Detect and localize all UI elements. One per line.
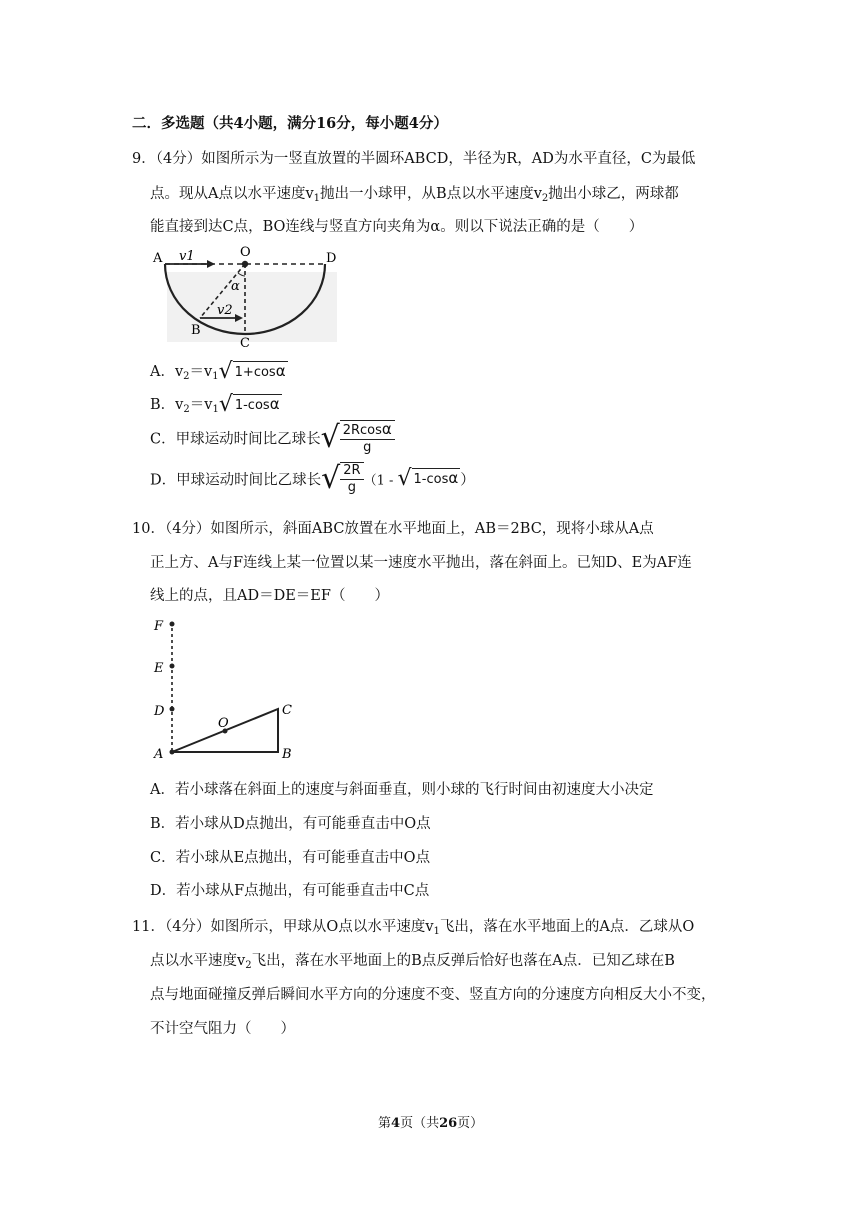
sqrt-icon: √ — [321, 461, 341, 496]
question-11-line-3: 点与地面碰撞反弹后瞬间水平方向的分速度不变、竖直方向的分速度方向相反大小不变， — [150, 987, 716, 1003]
page-number: 4 — [391, 1116, 401, 1131]
question-10-line-1: 10．（4分）如图所示，斜面ABC放置在水平地面上，AB＝2BC，现将小球从A点 — [132, 521, 654, 537]
question-9-line-1: 9．（4分）如图所示为一竖直放置的半圆环ABCD，半径为R，AD为水平直径，C为最低 — [132, 151, 696, 167]
question-9-option-a: A．$v_2=v_1√$ 1+cosα — [150, 359, 286, 384]
question-10-option-b: B．若小球从D点抛出，有可能垂直击中O点 — [150, 816, 431, 832]
question-10-line-2: 正上方、A与F连线上某一位置以某一速度水平抛出，落在斜面上。已知D、E为AF连 — [150, 555, 692, 571]
label-b: B — [282, 747, 292, 762]
label-o: O — [240, 245, 251, 260]
incline-figure — [148, 612, 308, 762]
question-10-option-d: D．若小球从F点抛出，有可能垂直击中C点 — [150, 883, 430, 899]
point-f — [170, 622, 175, 627]
label-alpha: α — [231, 279, 240, 294]
sqrt-icon: √ — [218, 392, 233, 417]
label-d: D — [326, 251, 337, 266]
question-11-line-4: 不计空气阻力（ ） — [150, 1021, 295, 1037]
label-a: A — [154, 747, 164, 762]
label-b: B — [191, 323, 201, 338]
question-9-option-d: D．甲球运动时间比乙球长√ $\frac{2R}{g}$ （1 - √ 1-cosα ） — [150, 461, 475, 496]
page-total: 26 — [439, 1116, 458, 1131]
question-9-option-c: C．甲球运动时间比乙球长√ $\frac{2Rcos\alpha}{g}$ — [150, 420, 395, 456]
label-c: C — [240, 336, 250, 350]
label-o: O — [218, 716, 229, 731]
question-10-line-3: 线上的点，且AD＝DE＝EF（ ） — [150, 588, 389, 604]
question-11-line-1: 11．（4分）如图所示，甲球从O点以水平速度$v_1$飞出，落在水平地面上的A点．乙球从O — [132, 919, 695, 937]
label-a: A — [153, 251, 163, 266]
center-point-o — [242, 261, 248, 267]
label-v1: v1 — [179, 249, 195, 264]
sqrt-icon: √ — [320, 420, 340, 455]
question-9-number: 9．（4分） — [132, 151, 202, 167]
sqrt-icon: √ — [397, 466, 412, 491]
question-10-number: 10．（4分） — [132, 521, 211, 537]
label-v2: v2 — [217, 303, 233, 318]
label-e: E — [154, 661, 164, 676]
question-9-option-b: B．$v_2=v_1√$ 1-cosα — [150, 392, 280, 417]
page-footer: 第4页（共26页） — [378, 1116, 484, 1131]
sqrt-icon: √ — [218, 359, 233, 384]
question-9-line-2: 点。现从A点以水平速度$v_1$抛出一小球甲，从B点以水平速度$v_2$抛出小球乙，两球都 — [150, 186, 679, 204]
label-f: F — [154, 619, 164, 634]
point-d — [170, 707, 175, 712]
point-e — [170, 664, 175, 669]
point-a — [170, 750, 175, 755]
section-heading: 二．多选题（共4小题，满分16分，每小题4分） — [132, 115, 448, 132]
label-c: C — [282, 703, 292, 718]
v1-arrow-head — [207, 260, 215, 268]
semicircle-figure — [145, 240, 345, 350]
question-10-option-c: C．若小球从E点抛出，有可能垂直击中O点 — [150, 850, 431, 866]
label-d: D — [154, 704, 165, 719]
question-11-number: 11．（4分） — [132, 919, 211, 935]
question-9-line-3: 能直接到达C点，BO连线与竖直方向夹角为α。则以下说法正确的是（ ） — [150, 219, 644, 235]
question-11-line-2: 点以水平速度$v_2$飞出，落在水平地面上的B点反弹后恰好也落在A点．已知乙球在B — [150, 953, 675, 971]
question-10-option-a: A．若小球落在斜面上的速度与斜面垂直，则小球的飞行时间由初速度大小决定 — [150, 782, 654, 798]
